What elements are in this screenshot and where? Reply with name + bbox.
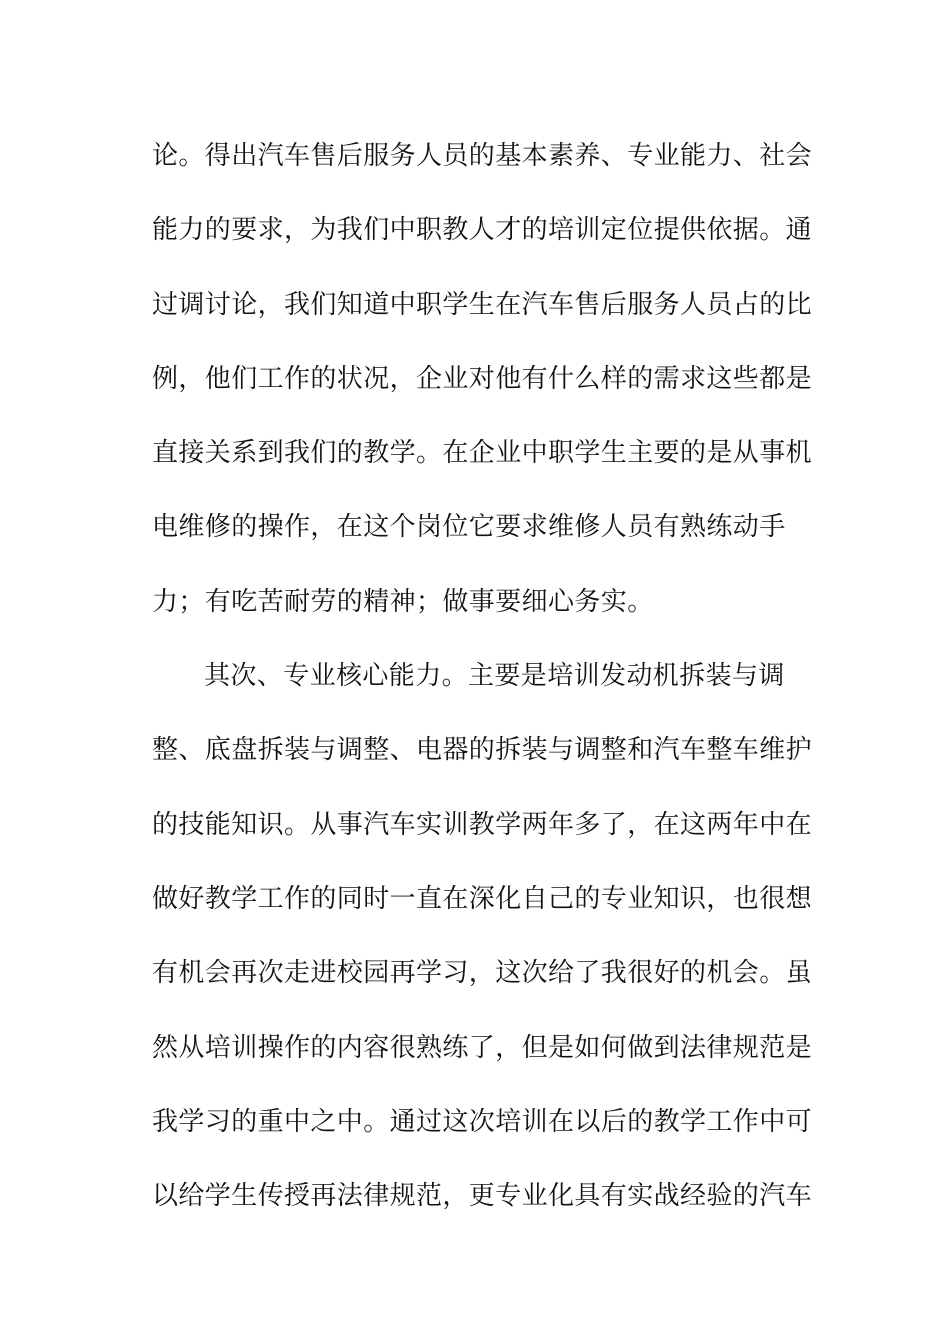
text-line: 有机会再次走进校园再学习，这次给了我很好的机会。虽 <box>152 958 813 989</box>
text-line: 能力的要求，为我们中职教人才的培训定位提供依据。通 <box>152 215 813 246</box>
text-line: 论。得出汽车售后服务人员的基本素养、专业能力、社会 <box>152 141 813 171</box>
text-line: 力；有吃苦耐劳的精神；做事要细心务实。 <box>152 586 654 617</box>
text-line: 我学习的重中之中。通过这次培训在以后的教学工作中可 <box>152 1106 813 1137</box>
text-line: 直接关系到我们的教学。在企业中职学生主要的是从事机 <box>152 438 813 469</box>
text-line: 以给学生传授再法律规范，更专业化具有实战经验的汽车 <box>152 1181 813 1212</box>
text-line: 例，他们工作的状况，企业对他有什么样的需求这些都是 <box>152 363 813 394</box>
text-line: 整、底盘拆装与调整、电器的拆装与调整和汽车整车维护 <box>152 735 813 766</box>
text-line: 然从培训操作的内容很熟练了，但是如何做到法律规范是 <box>152 1032 813 1063</box>
body-text <box>152 130 813 1244</box>
paragraph-first-line: 其次、专业核心能力。主要是培训发动机拆装与调 <box>204 661 785 692</box>
text-line: 电维修的操作，在这个岗位它要求维修人员有熟练动手 <box>152 512 786 543</box>
text-line: 的技能知识。从事汽车实训教学两年多了，在这两年中在 <box>152 809 813 840</box>
text-line: 做好教学工作的同时一直在深化自己的专业知识，也很想 <box>152 883 813 914</box>
text-line: 过调讨论，我们知道中职学生在汽车售后服务人员占的比 <box>152 289 813 320</box>
